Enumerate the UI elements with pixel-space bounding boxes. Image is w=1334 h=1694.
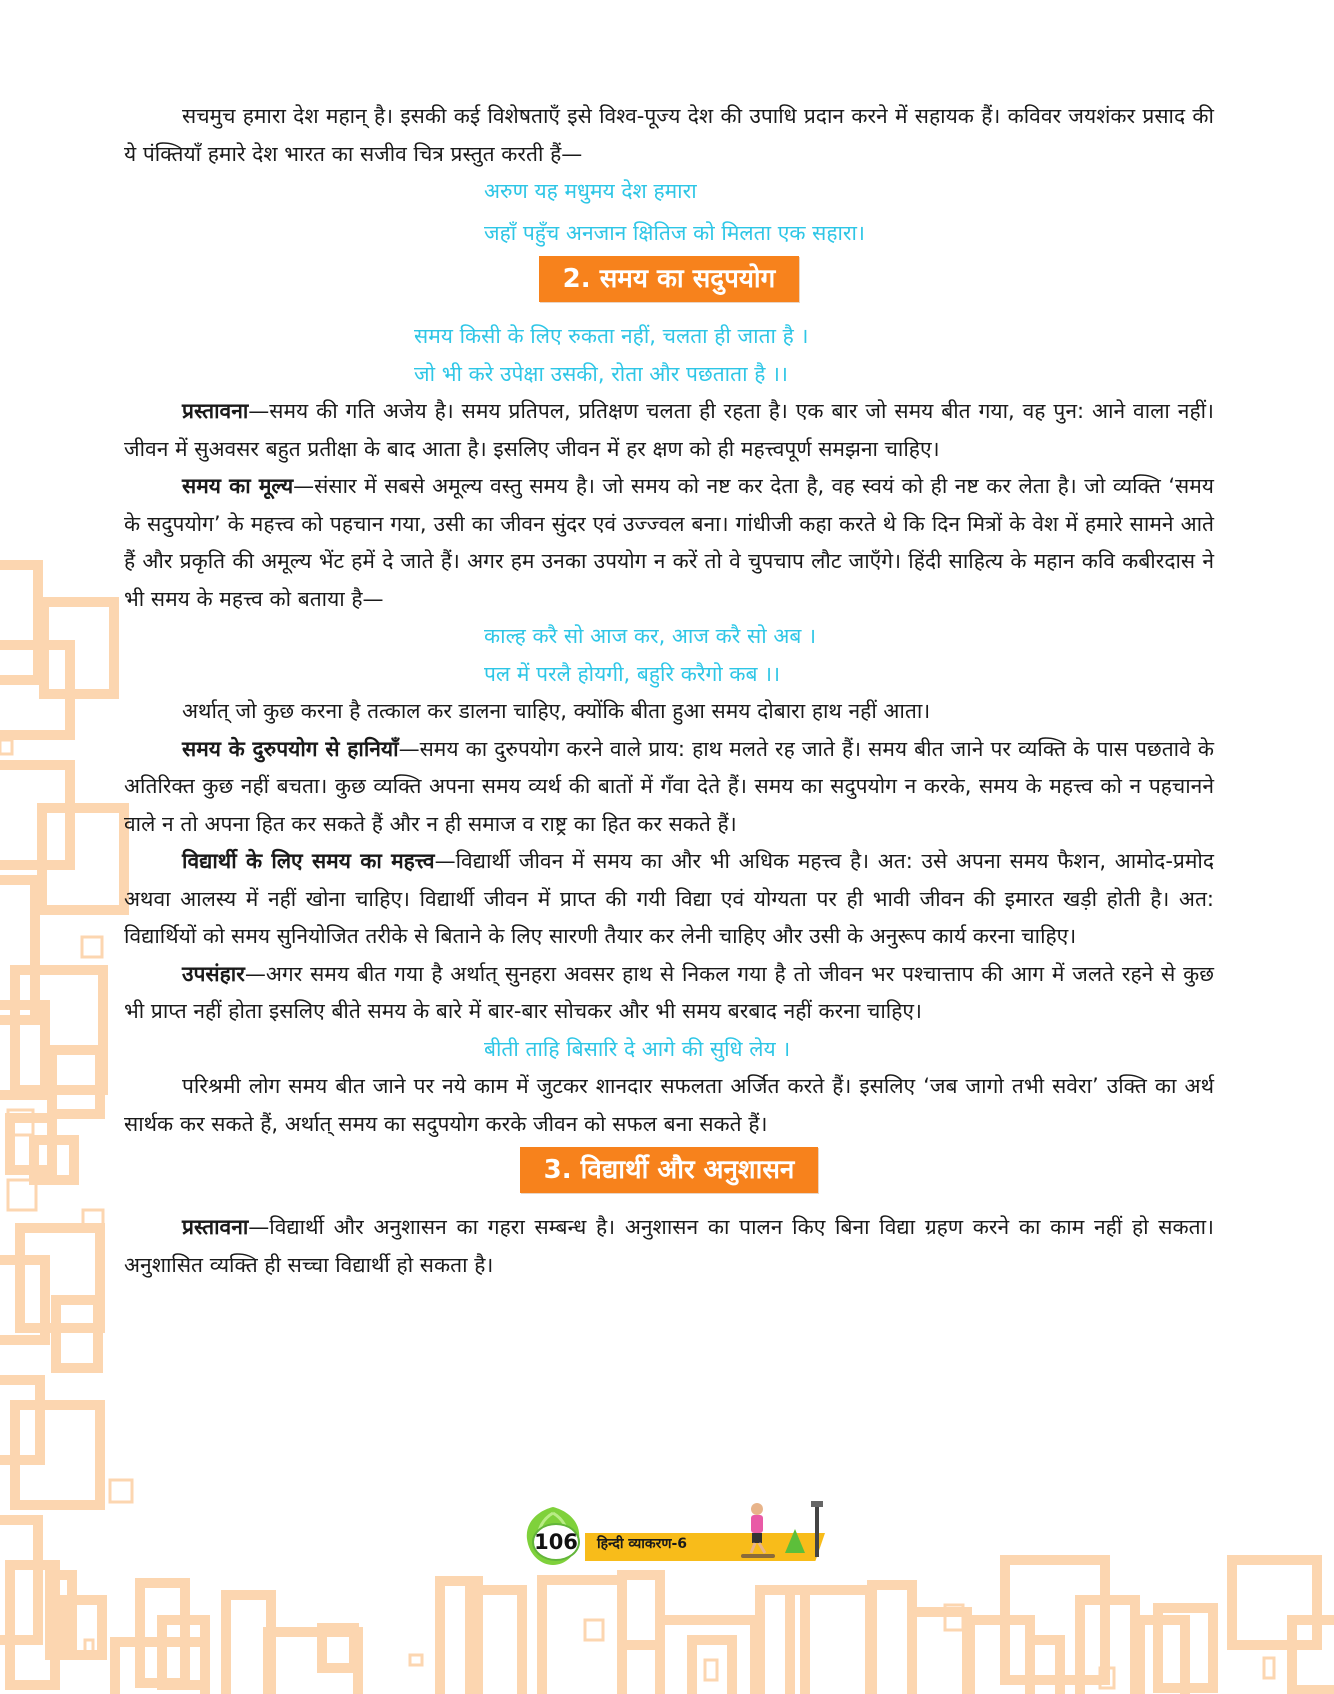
paragraph: अर्थात् जो कुछ करना है तत्काल कर डालना चाहिए, क्योंकि बीता हुआ समय दोबारा हाथ नहीं आता।	[182, 699, 931, 723]
paragraph-heading: समय का मूल्य	[182, 474, 294, 498]
paragraph-heading: प्रस्तावना	[182, 399, 249, 423]
paragraph-heading: विद्यार्थी के लिए समय का महत्त्व	[182, 849, 435, 873]
book-title: हिन्दी व्याकरण-6	[597, 1536, 688, 1552]
verse-line: बीती ताहि बिसारि दे आगे की सुधि लेय ।	[484, 1036, 791, 1061]
section-heading-wrap	[124, 252, 1214, 318]
paragraph: समय का मूल्य—संसार में सबसे अमूल्य वस्तु समय है। जो समय को नष्ट कर देता है, वह स्वयं को ही नष्ट कर लेता है। जो व्यक्ति ‘समय के सदुपयोग’ के महत्त्व को पहचान गया, उसी का जीवन सुंदर एवं उज्ज्वल बना। गांधीजी कहा करते थे कि दिन मित्रों के वेश में हमारे सामने आते हैं और प्रकृति की अमूल्य भेंट हमें दे जाते हैं। अगर हम उनका उपयोग न करें तो वे चुपचाप लौट जाएँगे। हिंदी साहित्य के महान कवि कबीरदास ने भी समय के महत्त्व को बताया है—	[124, 474, 1214, 611]
section-heading-wrap	[124, 1143, 1214, 1209]
verse-line: काल्ह करै सो आज कर, आज करै सो अब ।	[484, 624, 817, 648]
paragraph: प्रस्तावना—विद्यार्थी और अनुशासन का गहरा सम्बन्ध है। अनुशासन का पालन किए बिना विद्या ग्रहण करने का काम नहीं हो सकता। अनुशासित व्यक्ति ही सच्चा विद्यार्थी हो सकता है।	[124, 1215, 1214, 1277]
skateboard-kid-icon	[735, 1499, 825, 1563]
section-heading: 2. समय का सदुपयोग	[539, 256, 800, 302]
verse-line: समय किसी के लिए रुकता नहीं, चलता ही जाता है ।	[414, 324, 809, 348]
paragraph-heading: समय के दुरुपयोग से हानियाँ	[182, 736, 399, 761]
paragraph: उपसंहार—अगर समय बीत गया है अर्थात् सुनहरा अवसर हाथ से निकल गया है तो जीवन भर पश्चात्ताप की आग में जलते रहने से कुछ भी प्राप्त नहीं होता इसलिए बीते समय के बारे में बार-बार सोचकर और भी समय बरबाद नहीं करना चाहिए।	[124, 961, 1214, 1023]
paragraph-heading: उपसंहार	[182, 961, 245, 986]
intro-paragraph: सचमुच हमारा देश महान् है। इसकी कई विशेषताएँ इसे विश्व-पूज्य देश की उपाधि प्रदान करने में सहायक हैं। कविवर जयशंकर प्रसाद की ये पंक्तियाँ हमारे देश भारत का सजीव चित्र प्रस्तुत करती हैं—	[124, 104, 1214, 166]
paragraph-heading: प्रस्तावना	[182, 1215, 249, 1239]
section-heading: 3. विद्यार्थी और अनुशासन	[520, 1147, 819, 1193]
verse-line: जो भी करे उपेक्षा उसकी, रोता और पछताता है ।।	[414, 361, 788, 386]
paragraph: प्रस्तावना—समय की गति अजेय है। समय प्रतिपल, प्रतिक्षण चलता ही रहता है। एक बार जो समय बीत गया, वह पुन: आने वाला नहीं। जीवन में सुअवसर बहुत प्रतीक्षा के बाद आता है। इसलिए जीवन में हर क्षण को ही महत्त्वपूर्ण समझना चाहिए।	[124, 399, 1214, 461]
verse-line: पल में परलै होयगी, बहुरि करैगो कब ।।	[484, 661, 781, 686]
paragraph: परिश्रमी लोग समय बीत जाने पर नये काम में जुटकर शानदार सफलता अर्जित करते हैं। इसलिए ‘जब जागो तभी सवेरा’ उक्ति का अर्थ सार्थक कर सकते हैं, अर्थात् समय का सदुपयोग करके जीवन को सफल बना सकते हैं।	[124, 1074, 1214, 1136]
page-footer	[515, 1505, 825, 1565]
verse-line: अरुण यह मधुमय देश हमारा	[484, 179, 697, 203]
paragraph: समय के दुरुपयोग से हानियाँ—समय का दुरुपयोग करने वाले प्राय: हाथ मलते रह जाते हैं। समय बीत जाने पर व्यक्ति के पास पछतावे के अतिरिक्त कुछ नहीं बचता। कुछ व्यक्ति अपना समय व्यर्थ की बातों में गँवा देते हैं। समय का सदुपयोग न करके, समय के महत्त्व को न पहचानने वाले न तो अपना हित कर सकते हैं और न ही समाज व राष्ट्र का हित कर सकते हैं।	[124, 736, 1214, 836]
page-content	[124, 98, 1214, 1284]
verse-line: जहाँ पहुँच अनजान क्षितिज को मिलता एक सहारा।	[484, 220, 865, 245]
page-number: 106	[532, 1523, 580, 1561]
paragraph: विद्यार्थी के लिए समय का महत्त्व—विद्यार्थी जीवन में समय का और भी अधिक महत्त्व है। अत: उसे अपना समय फैशन, आमोद-प्रमोद अथवा आलस्य में नहीं खोना चाहिए। विद्यार्थी जीवन में प्राप्त की गयी विद्या एवं योग्यता पर ही भावी जीवन की इमारत खड़ी होती है। अत: विद्यार्थियों को समय सुनियोजित तरीके से बिताने के लिए सारणी तैयार कर लेनी चाहिए और उसी के अनुरूप कार्य करना चाहिए।	[124, 849, 1214, 948]
